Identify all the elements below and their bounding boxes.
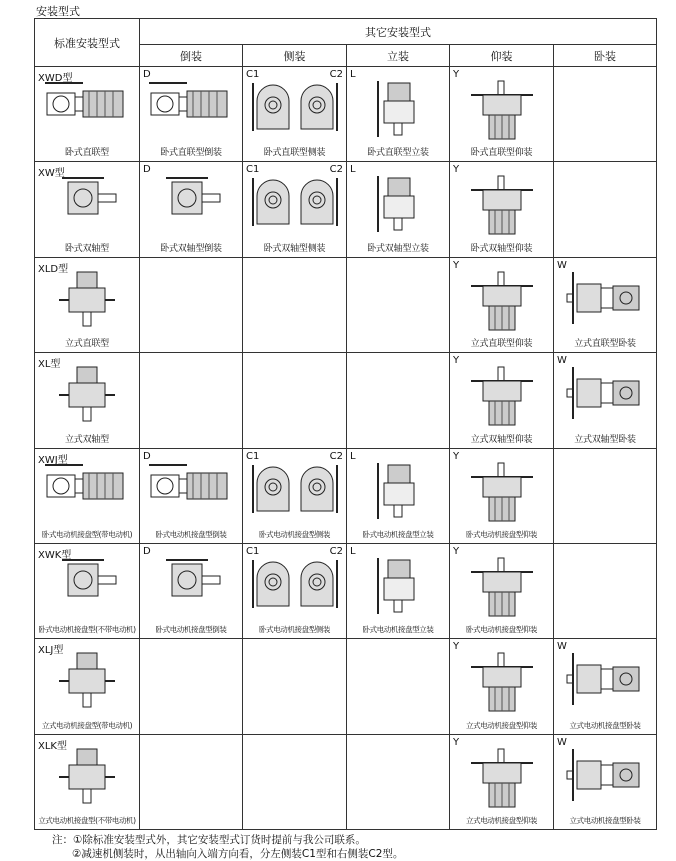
col-header-inverted: 倒装 bbox=[140, 45, 243, 67]
table-row bbox=[35, 257, 657, 352]
mount-cell bbox=[450, 448, 554, 543]
table-row bbox=[35, 448, 657, 543]
mount-caption: 立式电动机接盘型卧装 bbox=[569, 816, 641, 825]
vertical-mount-icon bbox=[370, 461, 426, 525]
mount-code-alt: C2 bbox=[329, 69, 343, 80]
mount-cell bbox=[554, 734, 657, 829]
mount-cell bbox=[554, 67, 657, 162]
table-row bbox=[35, 639, 657, 734]
upward-mount-icon bbox=[467, 174, 537, 242]
mount-cell bbox=[554, 353, 657, 448]
reducer-diagram-icon bbox=[43, 79, 131, 131]
mount-cell bbox=[347, 257, 450, 352]
mount-code: W bbox=[557, 641, 567, 653]
mount-code: C1 bbox=[246, 450, 260, 462]
standard-header: 标准安装型式 bbox=[35, 19, 140, 67]
mount-caption: 立式电动机接盘型仰装 bbox=[466, 816, 537, 825]
note-line-1: 注：①除标准安装型式外，其它安装型式订货时提前与我公司联系。 bbox=[52, 834, 366, 846]
table-row bbox=[35, 67, 657, 162]
mount-caption: 卧式电动机接盘型立装 bbox=[362, 625, 434, 635]
mount-caption: 卧式直联型仰装 bbox=[470, 148, 533, 159]
mount-cell bbox=[450, 67, 554, 162]
mount-caption: 卧式电动机接盘型仰装 bbox=[466, 529, 537, 539]
mount-caption: 卧式电动机接盘型侧装 bbox=[259, 529, 330, 539]
standard-cell bbox=[35, 543, 140, 638]
upward-mount-icon bbox=[467, 365, 537, 433]
mount-code: C1 bbox=[246, 545, 260, 557]
upward-mount-icon bbox=[467, 270, 537, 338]
model-caption: 卧式双轴型 bbox=[64, 243, 109, 254]
mount-cell bbox=[450, 639, 554, 734]
mount-cell bbox=[450, 257, 554, 352]
model-caption: 卧式电动机接盘型(带电动机) bbox=[41, 529, 133, 539]
upward-mount-icon bbox=[467, 461, 537, 529]
mount-cell bbox=[554, 639, 657, 734]
side-mount-pair-icon bbox=[247, 461, 343, 521]
model-code: XWK型 bbox=[38, 549, 72, 561]
model-code: XW型 bbox=[38, 168, 65, 180]
model-code: XWJ型 bbox=[38, 454, 68, 466]
table-row bbox=[35, 734, 657, 829]
reducer-diagram-icon bbox=[55, 270, 119, 334]
side-mount-pair-icon bbox=[247, 556, 343, 616]
mount-cell bbox=[243, 734, 347, 829]
standard-cell bbox=[35, 734, 140, 829]
model-code: XLD型 bbox=[38, 263, 69, 275]
mount-caption: 卧式电动机接盘型倒装 bbox=[155, 529, 227, 539]
mount-cell bbox=[450, 543, 554, 638]
mount-cell bbox=[140, 734, 243, 829]
vertical-mount-icon bbox=[370, 556, 426, 620]
mount-code: D bbox=[143, 450, 151, 462]
mount-caption: 卧式电动机接盘型仰装 bbox=[466, 625, 537, 635]
standard-cell bbox=[35, 353, 140, 448]
other-header: 其它安装型式 bbox=[140, 19, 657, 45]
mount-cell bbox=[243, 448, 347, 543]
mount-cell bbox=[554, 162, 657, 257]
mount-cell bbox=[243, 543, 347, 638]
mount-caption: 立式双轴型仰装 bbox=[470, 434, 533, 445]
mount-cell bbox=[347, 162, 450, 257]
table-row bbox=[35, 162, 657, 257]
mount-caption: 卧式电动机接盘型倒装 bbox=[155, 625, 227, 635]
note-line-2: ②减速机侧装时，从出轴向入端方向看，分左侧装C1型和右侧装C2型。 bbox=[72, 848, 404, 860]
mount-cell bbox=[243, 162, 347, 257]
reducer-diagram-icon bbox=[55, 651, 119, 715]
mount-cell bbox=[347, 734, 450, 829]
table-body bbox=[35, 67, 657, 830]
standard-cell bbox=[35, 162, 140, 257]
mount-caption: 卧式双轴型仰装 bbox=[470, 243, 533, 254]
mount-cell bbox=[347, 353, 450, 448]
mount-cell bbox=[554, 448, 657, 543]
mount-code: C1 bbox=[246, 69, 260, 80]
horizontal-wall-mount-icon bbox=[565, 365, 645, 425]
installation-table bbox=[34, 18, 657, 830]
mount-caption: 立式直联型仰装 bbox=[470, 339, 533, 350]
mount-code-alt: C2 bbox=[329, 450, 343, 462]
model-caption: 立式双轴型 bbox=[64, 434, 109, 445]
double-shaft-inverted-icon bbox=[156, 174, 226, 226]
horizontal-wall-mount-icon bbox=[565, 270, 645, 330]
mount-cell bbox=[347, 639, 450, 734]
mount-caption: 卧式电动机接盘型立装 bbox=[362, 529, 434, 539]
mount-code: C1 bbox=[246, 164, 260, 176]
upward-mount-icon bbox=[467, 651, 537, 719]
upward-mount-icon bbox=[467, 79, 537, 147]
mount-code: D bbox=[143, 164, 151, 176]
mount-code: W bbox=[557, 736, 567, 748]
standard-cell bbox=[35, 448, 140, 543]
mount-code: Y bbox=[453, 259, 460, 271]
vertical-mount-icon bbox=[370, 79, 426, 143]
mount-cell bbox=[140, 543, 243, 638]
mount-code: Y bbox=[453, 450, 460, 462]
col-header-side: 侧装 bbox=[243, 45, 347, 67]
upward-mount-icon bbox=[467, 556, 537, 624]
mount-caption: 立式电动机接盘型仰装 bbox=[466, 720, 537, 730]
mount-caption: 立式直联型卧装 bbox=[574, 339, 636, 350]
mount-cell bbox=[140, 67, 243, 162]
mount-caption: 卧式电动机接盘型侧装 bbox=[259, 625, 330, 635]
mount-cell bbox=[347, 67, 450, 162]
mount-caption: 立式双轴型卧装 bbox=[574, 434, 636, 445]
horizontal-wall-mount-icon bbox=[565, 747, 645, 807]
mount-code: Y bbox=[453, 736, 460, 748]
model-code: XLJ型 bbox=[38, 645, 64, 657]
mount-cell bbox=[554, 257, 657, 352]
model-code: XWD型 bbox=[38, 73, 73, 84]
page-title: 安装型式 bbox=[36, 5, 80, 18]
mount-caption: 卧式双轴型侧装 bbox=[263, 243, 326, 254]
model-caption: 立式直联型 bbox=[64, 339, 109, 350]
reducer-diagram-icon bbox=[55, 365, 119, 429]
mount-cell bbox=[243, 353, 347, 448]
model-code: XL型 bbox=[38, 359, 61, 371]
mount-cell bbox=[243, 257, 347, 352]
standard-cell bbox=[35, 639, 140, 734]
mount-code: D bbox=[143, 545, 151, 557]
mount-code: L bbox=[350, 69, 356, 80]
mount-caption: 卧式直联型倒装 bbox=[160, 148, 222, 159]
reducer-diagram-icon bbox=[43, 461, 131, 513]
mount-code: Y bbox=[453, 164, 460, 176]
mount-code: Y bbox=[453, 69, 460, 80]
vertical-mount-icon bbox=[370, 174, 426, 238]
standard-cell bbox=[35, 257, 140, 352]
mount-code: Y bbox=[453, 641, 460, 653]
model-caption: 卧式直联型 bbox=[64, 148, 109, 159]
mount-cell bbox=[140, 162, 243, 257]
mount-code: Y bbox=[453, 545, 460, 557]
standard-cell bbox=[35, 67, 140, 162]
reducer-diagram-icon bbox=[52, 556, 122, 608]
mount-code: W bbox=[557, 355, 567, 367]
mount-cell bbox=[243, 639, 347, 734]
mount-caption: 卧式直联型侧装 bbox=[263, 148, 326, 159]
mount-code: L bbox=[350, 545, 356, 557]
mount-cell bbox=[140, 639, 243, 734]
double-shaft-inverted-icon bbox=[156, 556, 226, 608]
mount-cell bbox=[140, 448, 243, 543]
mount-code-alt: C2 bbox=[329, 545, 343, 557]
col-header-upward: 仰装 bbox=[450, 45, 554, 67]
mount-caption: 卧式直联型立装 bbox=[367, 148, 429, 159]
horizontal-motor-inverted-icon bbox=[147, 79, 235, 131]
table-row bbox=[35, 543, 657, 638]
mount-code: L bbox=[350, 164, 356, 176]
mount-cell bbox=[450, 353, 554, 448]
side-mount-pair-icon bbox=[247, 79, 343, 139]
table-row bbox=[35, 353, 657, 448]
upward-mount-icon bbox=[467, 747, 537, 815]
col-header-vertical: 立装 bbox=[347, 45, 450, 67]
horizontal-motor-inverted-icon bbox=[147, 461, 235, 513]
model-caption: 立式电动机接盘型(不带电动机) bbox=[38, 816, 136, 825]
model-caption: 卧式电动机接盘型(不带电动机) bbox=[38, 625, 136, 635]
side-mount-pair-icon bbox=[247, 174, 343, 234]
mount-cell bbox=[450, 162, 554, 257]
mount-cell bbox=[347, 448, 450, 543]
mount-cell bbox=[347, 543, 450, 638]
mount-cell bbox=[243, 67, 347, 162]
model-caption: 立式电动机接盘型(带电动机) bbox=[41, 720, 133, 730]
mount-cell bbox=[140, 353, 243, 448]
mount-caption: 立式电动机接盘型卧装 bbox=[569, 720, 641, 730]
horizontal-wall-mount-icon bbox=[565, 651, 645, 711]
mount-code-alt: C2 bbox=[329, 164, 343, 176]
mount-cell bbox=[450, 734, 554, 829]
model-code: XLK型 bbox=[38, 740, 67, 752]
reducer-diagram-icon bbox=[52, 174, 122, 226]
mount-code: D bbox=[143, 69, 151, 80]
mount-code: L bbox=[350, 450, 356, 462]
col-header-horizontal: 卧装 bbox=[554, 45, 657, 67]
mount-caption: 卧式双轴型立装 bbox=[367, 243, 429, 254]
mount-code: W bbox=[557, 259, 567, 271]
reducer-diagram-icon bbox=[55, 747, 119, 811]
mount-cell bbox=[554, 543, 657, 638]
mount-cell bbox=[140, 257, 243, 352]
mount-code: Y bbox=[453, 355, 460, 367]
mount-caption: 卧式双轴型倒装 bbox=[160, 243, 222, 254]
